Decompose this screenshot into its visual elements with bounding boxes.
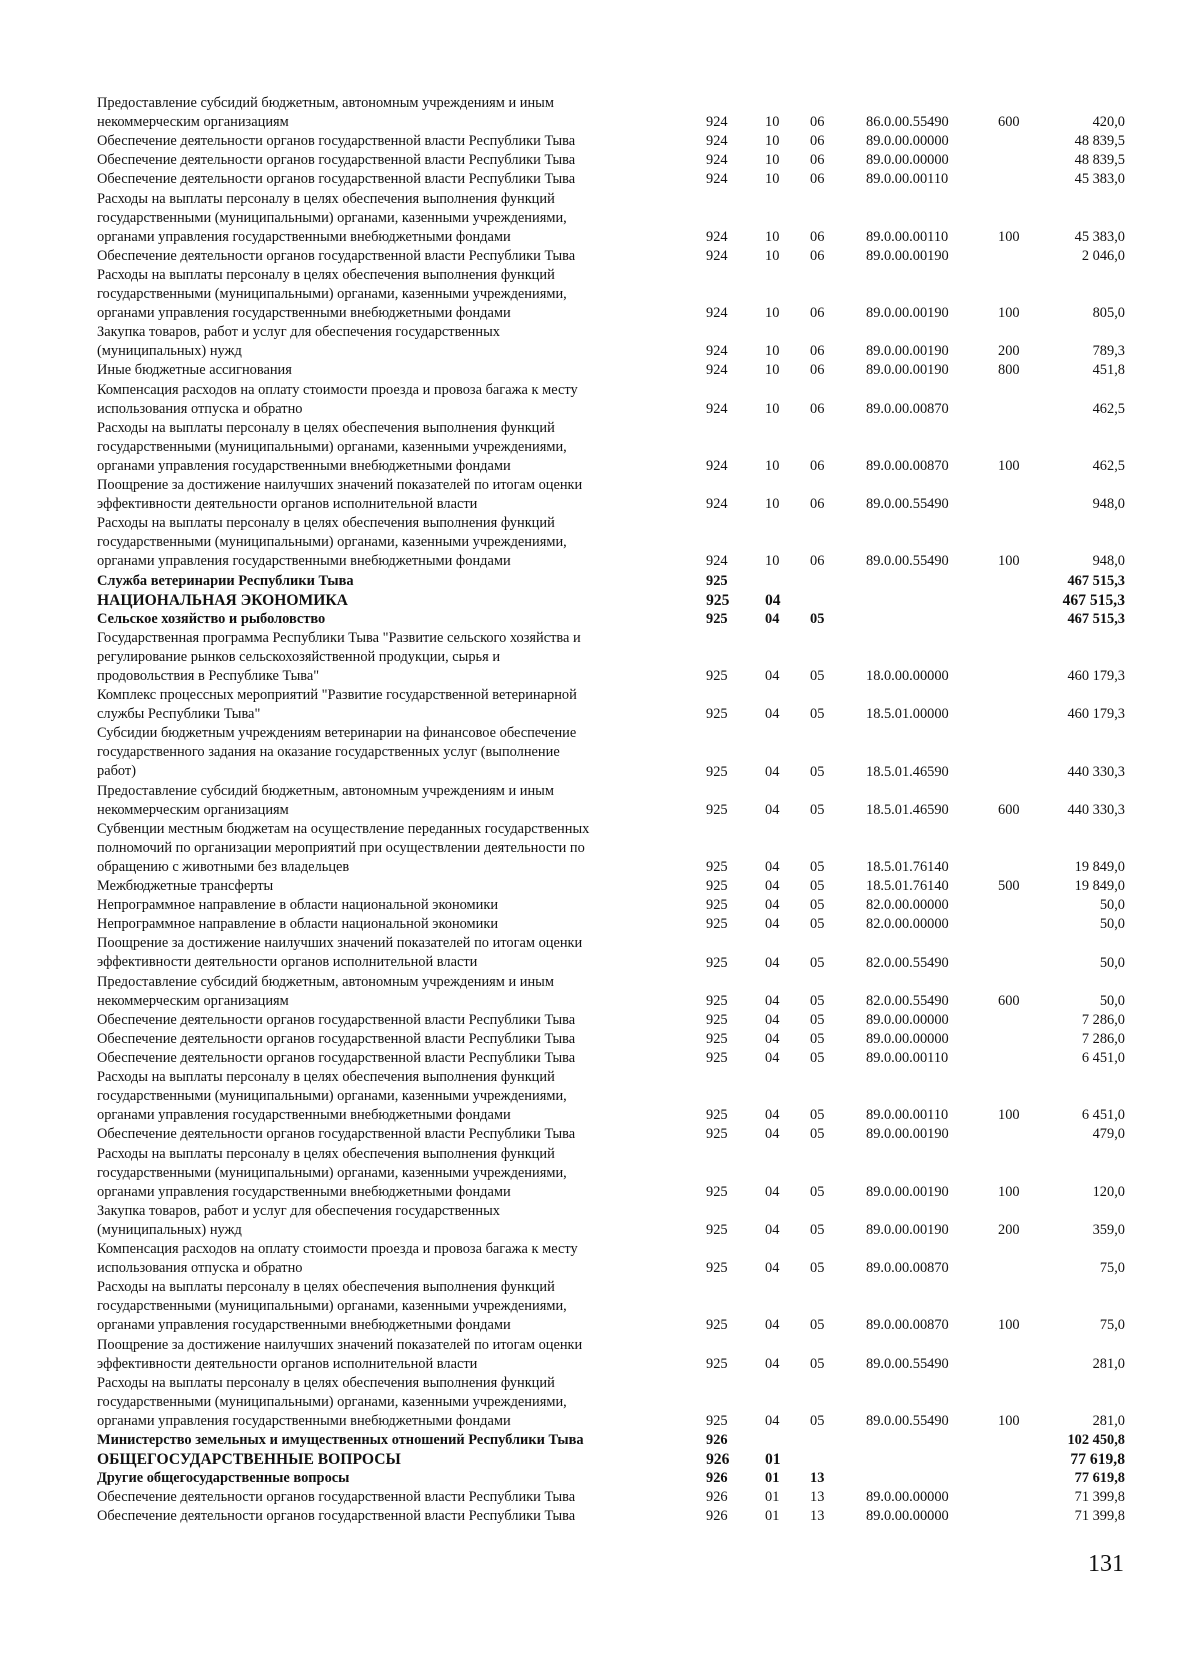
- row-csr: 89.0.00.00000: [866, 133, 949, 150]
- row-adm: 925: [706, 1355, 728, 1372]
- row-description: Расходы на выплаты персоналу в целях обеспечения выполнения функций государственными (муниципальными) органами, казенными учреждениями, органами управления государственными внебюджетными фондами: [97, 190, 567, 245]
- table-row: [0, 381, 1200, 419]
- row-vr: 100: [998, 305, 1020, 322]
- row-sum: 45 383,0: [1074, 228, 1125, 245]
- row-pr: 13: [810, 1470, 825, 1487]
- row-sum: 50,0: [1099, 916, 1125, 933]
- table-row: [0, 1145, 1200, 1202]
- row-pr: 05: [810, 1126, 825, 1143]
- row-description: Субсидии бюджетным учреждениям ветеринарии на финансовое обеспечение государственного задания на оказание государственных услуг (выполнение работ): [97, 725, 577, 780]
- row-csr: 18.5.01.46590: [866, 763, 949, 780]
- row-rz: 04: [765, 859, 780, 876]
- row-adm: 924: [706, 343, 728, 360]
- row-csr: 82.0.00.00000: [866, 916, 949, 933]
- row-csr: 89.0.00.00110: [866, 171, 949, 188]
- row-csr: 18.0.00.00000: [866, 668, 949, 685]
- row-rz: 10: [765, 171, 780, 188]
- row-description: Поощрение за достижение наилучших значений показателей по итогам оценки эффективности деятельности органов исполнительной власти: [97, 935, 583, 971]
- row-pr: 05: [810, 1317, 825, 1334]
- row-adm: 925: [706, 1317, 728, 1334]
- row-pr: 05: [810, 706, 825, 723]
- table-row: [0, 1125, 1200, 1144]
- row-csr: 89.0.00.00870: [866, 1317, 949, 1334]
- row-sum: 120,0: [1092, 1183, 1125, 1200]
- row-pr: 06: [810, 400, 825, 417]
- row-description: Обеспечение деятельности органов государственной власти Республики Тыва: [97, 247, 576, 264]
- row-description: Расходы на выплаты персоналу в целях обеспечения выполнения функций государственными (муниципальными) органами, казенными учреждениями, органами управления государственными внебюджетными фондами: [97, 1374, 567, 1429]
- row-sum: 948,0: [1092, 553, 1125, 570]
- row-csr: 89.0.00.00000: [866, 1508, 949, 1525]
- row-adm: 926: [706, 1451, 730, 1469]
- row-rz: 10: [765, 457, 780, 474]
- row-sum: 7 286,0: [1081, 1011, 1125, 1028]
- row-rz: 04: [765, 1317, 780, 1334]
- row-description: Предоставление субсидий бюджетным, автономным учреждениям и иным некоммерческим организациям: [97, 782, 554, 818]
- row-rz: 04: [765, 1183, 780, 1200]
- row-pr: 05: [810, 1260, 825, 1277]
- row-sum: 50,0: [1099, 897, 1125, 914]
- row-csr: 89.0.00.00870: [866, 1260, 949, 1277]
- table-row: [0, 1240, 1200, 1278]
- row-sum: 102 450,8: [1067, 1432, 1125, 1449]
- row-csr: 82.0.00.55490: [866, 954, 949, 971]
- row-pr: 13: [810, 1489, 825, 1506]
- row-rz: 04: [765, 1355, 780, 1372]
- row-rz: 04: [765, 897, 780, 914]
- row-pr: 05: [810, 859, 825, 876]
- row-description: Расходы на выплаты персоналу в целях обеспечения выполнения функций государственными (муниципальными) органами, казенными учреждениями, органами управления государственными внебюджетными фондами: [97, 1145, 567, 1200]
- row-csr: 89.0.00.00110: [866, 1107, 949, 1124]
- row-vr: 600: [998, 992, 1020, 1009]
- row-adm: 925: [706, 706, 728, 723]
- table-row: [0, 514, 1200, 571]
- row-sum: 75,0: [1099, 1260, 1125, 1277]
- row-rz: 04: [765, 1126, 780, 1143]
- row-sum: 359,0: [1092, 1221, 1125, 1238]
- row-pr: 06: [810, 228, 825, 245]
- row-description: Расходы на выплаты персоналу в целях обеспечения выполнения функций государственными (муниципальными) органами, казенными учреждениями, органами управления государственными внебюджетными фондами: [97, 266, 567, 321]
- row-sum: 6 451,0: [1081, 1107, 1125, 1124]
- row-csr: 89.0.00.00870: [866, 400, 949, 417]
- row-csr: 89.0.00.00870: [866, 457, 949, 474]
- table-row: [0, 94, 1200, 132]
- row-rz: 04: [765, 801, 780, 818]
- row-vr: 100: [998, 1412, 1020, 1429]
- row-rz: 04: [765, 1050, 780, 1067]
- row-description: Непрограммное направление в области национальной экономики: [97, 916, 499, 933]
- row-adm: 924: [706, 152, 728, 169]
- table-row: [0, 419, 1200, 476]
- row-rz: 10: [765, 247, 780, 264]
- row-rz: 01: [765, 1451, 781, 1469]
- row-sum: 77 619,8: [1074, 1470, 1125, 1487]
- row-description: Обеспечение деятельности органов государственной власти Республики Тыва: [97, 1489, 576, 1506]
- row-sum: 48 839,5: [1074, 152, 1125, 169]
- row-adm: 925: [706, 591, 730, 609]
- row-sum: 789,3: [1092, 343, 1125, 360]
- table-row: [0, 1011, 1200, 1030]
- row-pr: 06: [810, 343, 825, 360]
- row-csr: 89.0.00.00000: [866, 1030, 949, 1047]
- table-row: [0, 476, 1200, 514]
- row-pr: 06: [810, 496, 825, 513]
- table-row: [0, 1469, 1200, 1488]
- row-adm: 926: [706, 1489, 728, 1506]
- row-sum: 2 046,0: [1081, 247, 1125, 264]
- row-vr: 100: [998, 1107, 1020, 1124]
- row-sum: 71 399,8: [1074, 1508, 1125, 1525]
- row-sum: 19 849,0: [1074, 878, 1125, 895]
- table-row: [0, 247, 1200, 266]
- row-csr: 89.0.00.55490: [866, 553, 949, 570]
- row-sum: 479,0: [1092, 1126, 1125, 1143]
- row-csr: 89.0.00.55490: [866, 1412, 949, 1429]
- row-sum: 75,0: [1099, 1317, 1125, 1334]
- row-pr: 06: [810, 152, 825, 169]
- row-pr: 06: [810, 114, 825, 131]
- row-sum: 7 286,0: [1081, 1030, 1125, 1047]
- row-pr: 05: [810, 610, 825, 627]
- row-sum: 281,0: [1092, 1355, 1125, 1372]
- row-adm: 926: [706, 1508, 728, 1525]
- table-row: [0, 686, 1200, 724]
- row-csr: 89.0.00.00190: [866, 247, 949, 264]
- table-row: [0, 1488, 1200, 1507]
- row-pr: 05: [810, 1011, 825, 1028]
- row-csr: 89.0.00.55490: [866, 496, 949, 513]
- table-row: [0, 190, 1200, 247]
- row-sum: 48 839,5: [1074, 133, 1125, 150]
- row-pr: 05: [810, 801, 825, 818]
- row-rz: 10: [765, 343, 780, 360]
- row-description: Служба ветеринарии Республики Тыва: [97, 572, 354, 589]
- row-csr: 89.0.00.00000: [866, 152, 949, 169]
- row-description: Обеспечение деятельности органов государственной власти Республики Тыва: [97, 1126, 576, 1143]
- table-row: [0, 1450, 1200, 1469]
- row-sum: 462,5: [1092, 457, 1125, 474]
- row-description: Поощрение за достижение наилучших значений показателей по итогам оценки эффективности деятельности органов исполнительной власти: [97, 1336, 583, 1372]
- row-sum: 71 399,8: [1074, 1489, 1125, 1506]
- row-csr: 18.5.01.76140: [866, 878, 949, 895]
- row-rz: 01: [765, 1508, 780, 1525]
- row-sum: 460 179,3: [1067, 706, 1125, 723]
- table-row: [0, 782, 1200, 820]
- table-row: [0, 361, 1200, 380]
- table-row: [0, 820, 1200, 877]
- row-sum: 50,0: [1099, 992, 1125, 1009]
- row-adm: 925: [706, 668, 728, 685]
- row-rz: 10: [765, 496, 780, 513]
- row-pr: 06: [810, 171, 825, 188]
- row-adm: 924: [706, 496, 728, 513]
- row-rz: 04: [765, 668, 780, 685]
- row-rz: 04: [765, 1107, 780, 1124]
- row-rz: 04: [765, 992, 780, 1009]
- row-pr: 06: [810, 362, 825, 379]
- table-row: [0, 1049, 1200, 1068]
- row-rz: 10: [765, 228, 780, 245]
- row-vr: 500: [998, 878, 1020, 895]
- row-description: Расходы на выплаты персоналу в целях обеспечения выполнения функций государственными (муниципальными) органами, казенными учреждениями, органами управления государственными внебюджетными фондами: [97, 1279, 567, 1334]
- row-rz: 04: [765, 954, 780, 971]
- row-adm: 925: [706, 1183, 728, 1200]
- row-description: Обеспечение деятельности органов государственной власти Республики Тыва: [97, 1011, 576, 1028]
- row-pr: 06: [810, 133, 825, 150]
- row-adm: 925: [706, 878, 728, 895]
- row-csr: 89.0.00.00000: [866, 1011, 949, 1028]
- row-pr: 06: [810, 457, 825, 474]
- row-csr: 89.0.00.00190: [866, 343, 949, 360]
- row-adm: 925: [706, 1107, 728, 1124]
- row-rz: 10: [765, 305, 780, 322]
- row-description: Субвенции местным бюджетам на осуществление переданных государственных полномочий по организации мероприятий при осуществлении деятельности по обращению с животными без владельцев: [97, 820, 590, 875]
- row-adm: 924: [706, 457, 728, 474]
- table-row: [0, 1507, 1200, 1526]
- table-row: [0, 1068, 1200, 1125]
- row-csr: 82.0.00.00000: [866, 897, 949, 914]
- row-rz: 01: [765, 1470, 780, 1487]
- page-number: 131: [1088, 1551, 1124, 1577]
- row-adm: 925: [706, 1412, 728, 1429]
- table-row: [0, 1374, 1200, 1431]
- row-description: Комплекс процессных мероприятий "Развитие государственной ветеринарной службы Республики Тыва": [97, 687, 577, 723]
- table-row: [0, 915, 1200, 934]
- row-rz: 04: [765, 591, 781, 609]
- row-vr: 200: [998, 343, 1020, 360]
- row-rz: 04: [765, 1260, 780, 1277]
- table-row: [0, 132, 1200, 151]
- row-sum: 467 515,3: [1067, 610, 1125, 627]
- row-sum: 467 515,3: [1067, 572, 1125, 589]
- row-rz: 04: [765, 916, 780, 933]
- row-description: Предоставление субсидий бюджетным, автономным учреждениям и иным некоммерческим организациям: [97, 95, 554, 130]
- row-rz: 04: [765, 610, 780, 627]
- row-sum: 6 451,0: [1081, 1050, 1125, 1067]
- row-pr: 06: [810, 305, 825, 322]
- row-adm: 925: [706, 992, 728, 1009]
- row-sum: 948,0: [1092, 496, 1125, 513]
- table-row: [0, 724, 1200, 781]
- row-adm: 926: [706, 1432, 728, 1449]
- row-csr: 82.0.00.55490: [866, 992, 949, 1009]
- row-rz: 04: [765, 1221, 780, 1238]
- row-sum: 462,5: [1092, 400, 1125, 417]
- row-adm: 925: [706, 801, 728, 818]
- row-csr: 89.0.00.00190: [866, 362, 949, 379]
- row-csr: 89.0.00.00190: [866, 1183, 949, 1200]
- table-row: [0, 1030, 1200, 1049]
- row-adm: 924: [706, 400, 728, 417]
- row-pr: 05: [810, 992, 825, 1009]
- row-adm: 925: [706, 1011, 728, 1028]
- row-adm: 925: [706, 1030, 728, 1047]
- row-vr: 100: [998, 457, 1020, 474]
- row-rz: 04: [765, 1412, 780, 1429]
- row-csr: 89.0.00.00000: [866, 1489, 949, 1506]
- row-pr: 05: [810, 1412, 825, 1429]
- row-csr: 18.5.01.76140: [866, 859, 949, 876]
- row-description: Обеспечение деятельности органов государственной власти Республики Тыва: [97, 133, 576, 150]
- table-row: [0, 1336, 1200, 1374]
- row-pr: 05: [810, 1107, 825, 1124]
- table-row: [0, 610, 1200, 629]
- row-sum: 440 330,3: [1067, 801, 1125, 818]
- row-csr: 89.0.00.00110: [866, 228, 949, 245]
- row-rz: 04: [765, 763, 780, 780]
- table-row: [0, 934, 1200, 972]
- row-sum: 467 515,3: [1062, 591, 1125, 609]
- row-pr: 05: [810, 897, 825, 914]
- row-pr: 05: [810, 1183, 825, 1200]
- row-description: Сельское хозяйство и рыболовство: [97, 610, 326, 627]
- row-pr: 05: [810, 1355, 825, 1372]
- row-adm: 924: [706, 228, 728, 245]
- row-sum: 440 330,3: [1067, 763, 1125, 780]
- row-description: Обеспечение деятельности органов государственной власти Республики Тыва: [97, 152, 576, 169]
- row-description: Компенсация расходов на оплату стоимости проезда и провоза багажа к месту использования отпуска и обратно: [97, 1241, 578, 1276]
- row-description: Поощрение за достижение наилучших значений показателей по итогам оценки эффективности деятельности органов исполнительной власти: [97, 477, 583, 512]
- row-description: Закупка товаров, работ и услуг для обеспечения государственных (муниципальных) нужд: [97, 324, 500, 360]
- row-vr: 100: [998, 1183, 1020, 1200]
- row-description: Другие общегосударственные вопросы: [97, 1470, 350, 1487]
- row-vr: 800: [998, 362, 1020, 379]
- row-adm: 925: [706, 897, 728, 914]
- row-vr: 100: [998, 553, 1020, 570]
- row-rz: 10: [765, 553, 780, 570]
- row-description: Расходы на выплаты персоналу в целях обеспечения выполнения функций государственными (муниципальными) органами, казенными учреждениями, органами управления государственными внебюджетными фондами: [97, 419, 567, 474]
- row-adm: 925: [706, 954, 728, 971]
- row-sum: 77 619,8: [1070, 1451, 1125, 1469]
- row-description: Государственная программа Республики Тыва "Развитие сельского хозяйства и регулирование рынков сельскохозяйственной продукции, сырья и продовольствия в Республике Тыва": [97, 629, 581, 684]
- row-description: Компенсация расходов на оплату стоимости проезда и провоза багажа к месту использования отпуска и обратно: [97, 381, 578, 417]
- row-rz: 10: [765, 114, 780, 131]
- row-adm: 925: [706, 572, 728, 589]
- row-vr: 100: [998, 1317, 1020, 1334]
- row-vr: 100: [998, 228, 1020, 245]
- row-csr: 89.0.00.00190: [866, 305, 949, 322]
- row-adm: 925: [706, 1260, 728, 1277]
- row-csr: 89.0.00.55490: [866, 1355, 949, 1372]
- row-pr: 05: [810, 954, 825, 971]
- row-description: НАЦИОНАЛЬНАЯ ЭКОНОМИКА: [97, 591, 348, 609]
- row-adm: 925: [706, 610, 728, 627]
- row-rz: 10: [765, 133, 780, 150]
- row-vr: 600: [998, 114, 1020, 131]
- row-adm: 924: [706, 305, 728, 322]
- row-rz: 01: [765, 1489, 780, 1506]
- row-csr: 89.0.00.00190: [866, 1221, 949, 1238]
- row-vr: 200: [998, 1221, 1020, 1238]
- row-sum: 281,0: [1092, 1412, 1125, 1429]
- row-adm: 925: [706, 916, 728, 933]
- row-description: Обеспечение деятельности органов государственной власти Республики Тыва: [97, 1030, 576, 1047]
- row-pr: 05: [810, 1221, 825, 1238]
- row-pr: 05: [810, 1050, 825, 1067]
- table-row: [0, 1278, 1200, 1335]
- row-sum: 805,0: [1092, 305, 1125, 322]
- row-pr: 05: [810, 916, 825, 933]
- row-pr: 05: [810, 763, 825, 780]
- row-adm: 925: [706, 1221, 728, 1238]
- row-description: Расходы на выплаты персоналу в целях обеспечения выполнения функций государственными (муниципальными) органами, казенными учреждениями, органами управления государственными внебюджетными фондами: [97, 515, 567, 570]
- row-description: Закупка товаров, работ и услуг для обеспечения государственных (муниципальных) нужд: [97, 1202, 500, 1238]
- row-rz: 04: [765, 1030, 780, 1047]
- row-rz: 10: [765, 400, 780, 417]
- row-sum: 50,0: [1099, 954, 1125, 971]
- table-row: [0, 151, 1200, 170]
- row-adm: 925: [706, 1126, 728, 1143]
- row-sum: 451,8: [1092, 362, 1125, 379]
- row-rz: 10: [765, 152, 780, 169]
- row-pr: 06: [810, 247, 825, 264]
- row-csr: 18.5.01.00000: [866, 706, 949, 723]
- row-adm: 925: [706, 859, 728, 876]
- row-adm: 925: [706, 763, 728, 780]
- row-pr: 13: [810, 1508, 825, 1525]
- table-row: [0, 572, 1200, 591]
- table-row: [0, 973, 1200, 1011]
- row-rz: 10: [765, 362, 780, 379]
- row-sum: 45 383,0: [1074, 171, 1125, 188]
- row-adm: 924: [706, 362, 728, 379]
- row-adm: 924: [706, 114, 728, 131]
- row-csr: 89.0.00.00110: [866, 1050, 949, 1067]
- row-sum: 460 179,3: [1067, 668, 1125, 685]
- row-csr: 86.0.00.55490: [866, 114, 949, 131]
- row-sum: 19 849,0: [1074, 859, 1125, 876]
- table-row: [0, 323, 1200, 361]
- row-description: Предоставление субсидий бюджетным, автономным учреждениям и иным некоммерческим организациям: [97, 973, 554, 1009]
- row-rz: 04: [765, 706, 780, 723]
- table-row: [0, 896, 1200, 915]
- row-csr: 18.5.01.46590: [866, 801, 949, 818]
- row-pr: 05: [810, 1030, 825, 1047]
- table-row: [0, 591, 1200, 610]
- row-rz: 04: [765, 878, 780, 895]
- row-description: Обеспечение деятельности органов государственной власти Республики Тыва: [97, 171, 576, 188]
- row-sum: 420,0: [1092, 114, 1125, 131]
- row-description: Межбюджетные трансферты: [97, 878, 274, 895]
- row-description: Непрограммное направление в области национальной экономики: [97, 897, 499, 914]
- table-row: [0, 877, 1200, 896]
- row-rz: 04: [765, 1011, 780, 1028]
- row-description: Обеспечение деятельности органов государственной власти Республики Тыва: [97, 1508, 576, 1525]
- row-adm: 926: [706, 1470, 728, 1487]
- row-adm: 925: [706, 1050, 728, 1067]
- row-description: Расходы на выплаты персоналу в целях обеспечения выполнения функций государственными (муниципальными) органами, казенными учреждениями, органами управления государственными внебюджетными фондами: [97, 1069, 567, 1124]
- row-vr: 600: [998, 801, 1020, 818]
- row-adm: 924: [706, 171, 728, 188]
- row-pr: 05: [810, 668, 825, 685]
- row-adm: 924: [706, 553, 728, 570]
- row-description: Министерство земельных и имущественных отношений Республики Тыва: [97, 1432, 584, 1448]
- table-row: [0, 266, 1200, 323]
- row-description: ОБЩЕГОСУДАРСТВЕННЫЕ ВОПРОСЫ: [97, 1451, 401, 1469]
- row-description: Обеспечение деятельности органов государственной власти Республики Тыва: [97, 1050, 576, 1066]
- row-csr: 89.0.00.00190: [866, 1126, 949, 1143]
- row-pr: 05: [810, 878, 825, 895]
- row-adm: 924: [706, 247, 728, 264]
- row-adm: 924: [706, 133, 728, 150]
- table-row: [0, 170, 1200, 189]
- row-description: Иные бюджетные ассигнования: [97, 362, 292, 379]
- row-pr: 06: [810, 553, 825, 570]
- table-row: [0, 629, 1200, 686]
- table-row: [0, 1431, 1200, 1450]
- table-row: [0, 1202, 1200, 1240]
